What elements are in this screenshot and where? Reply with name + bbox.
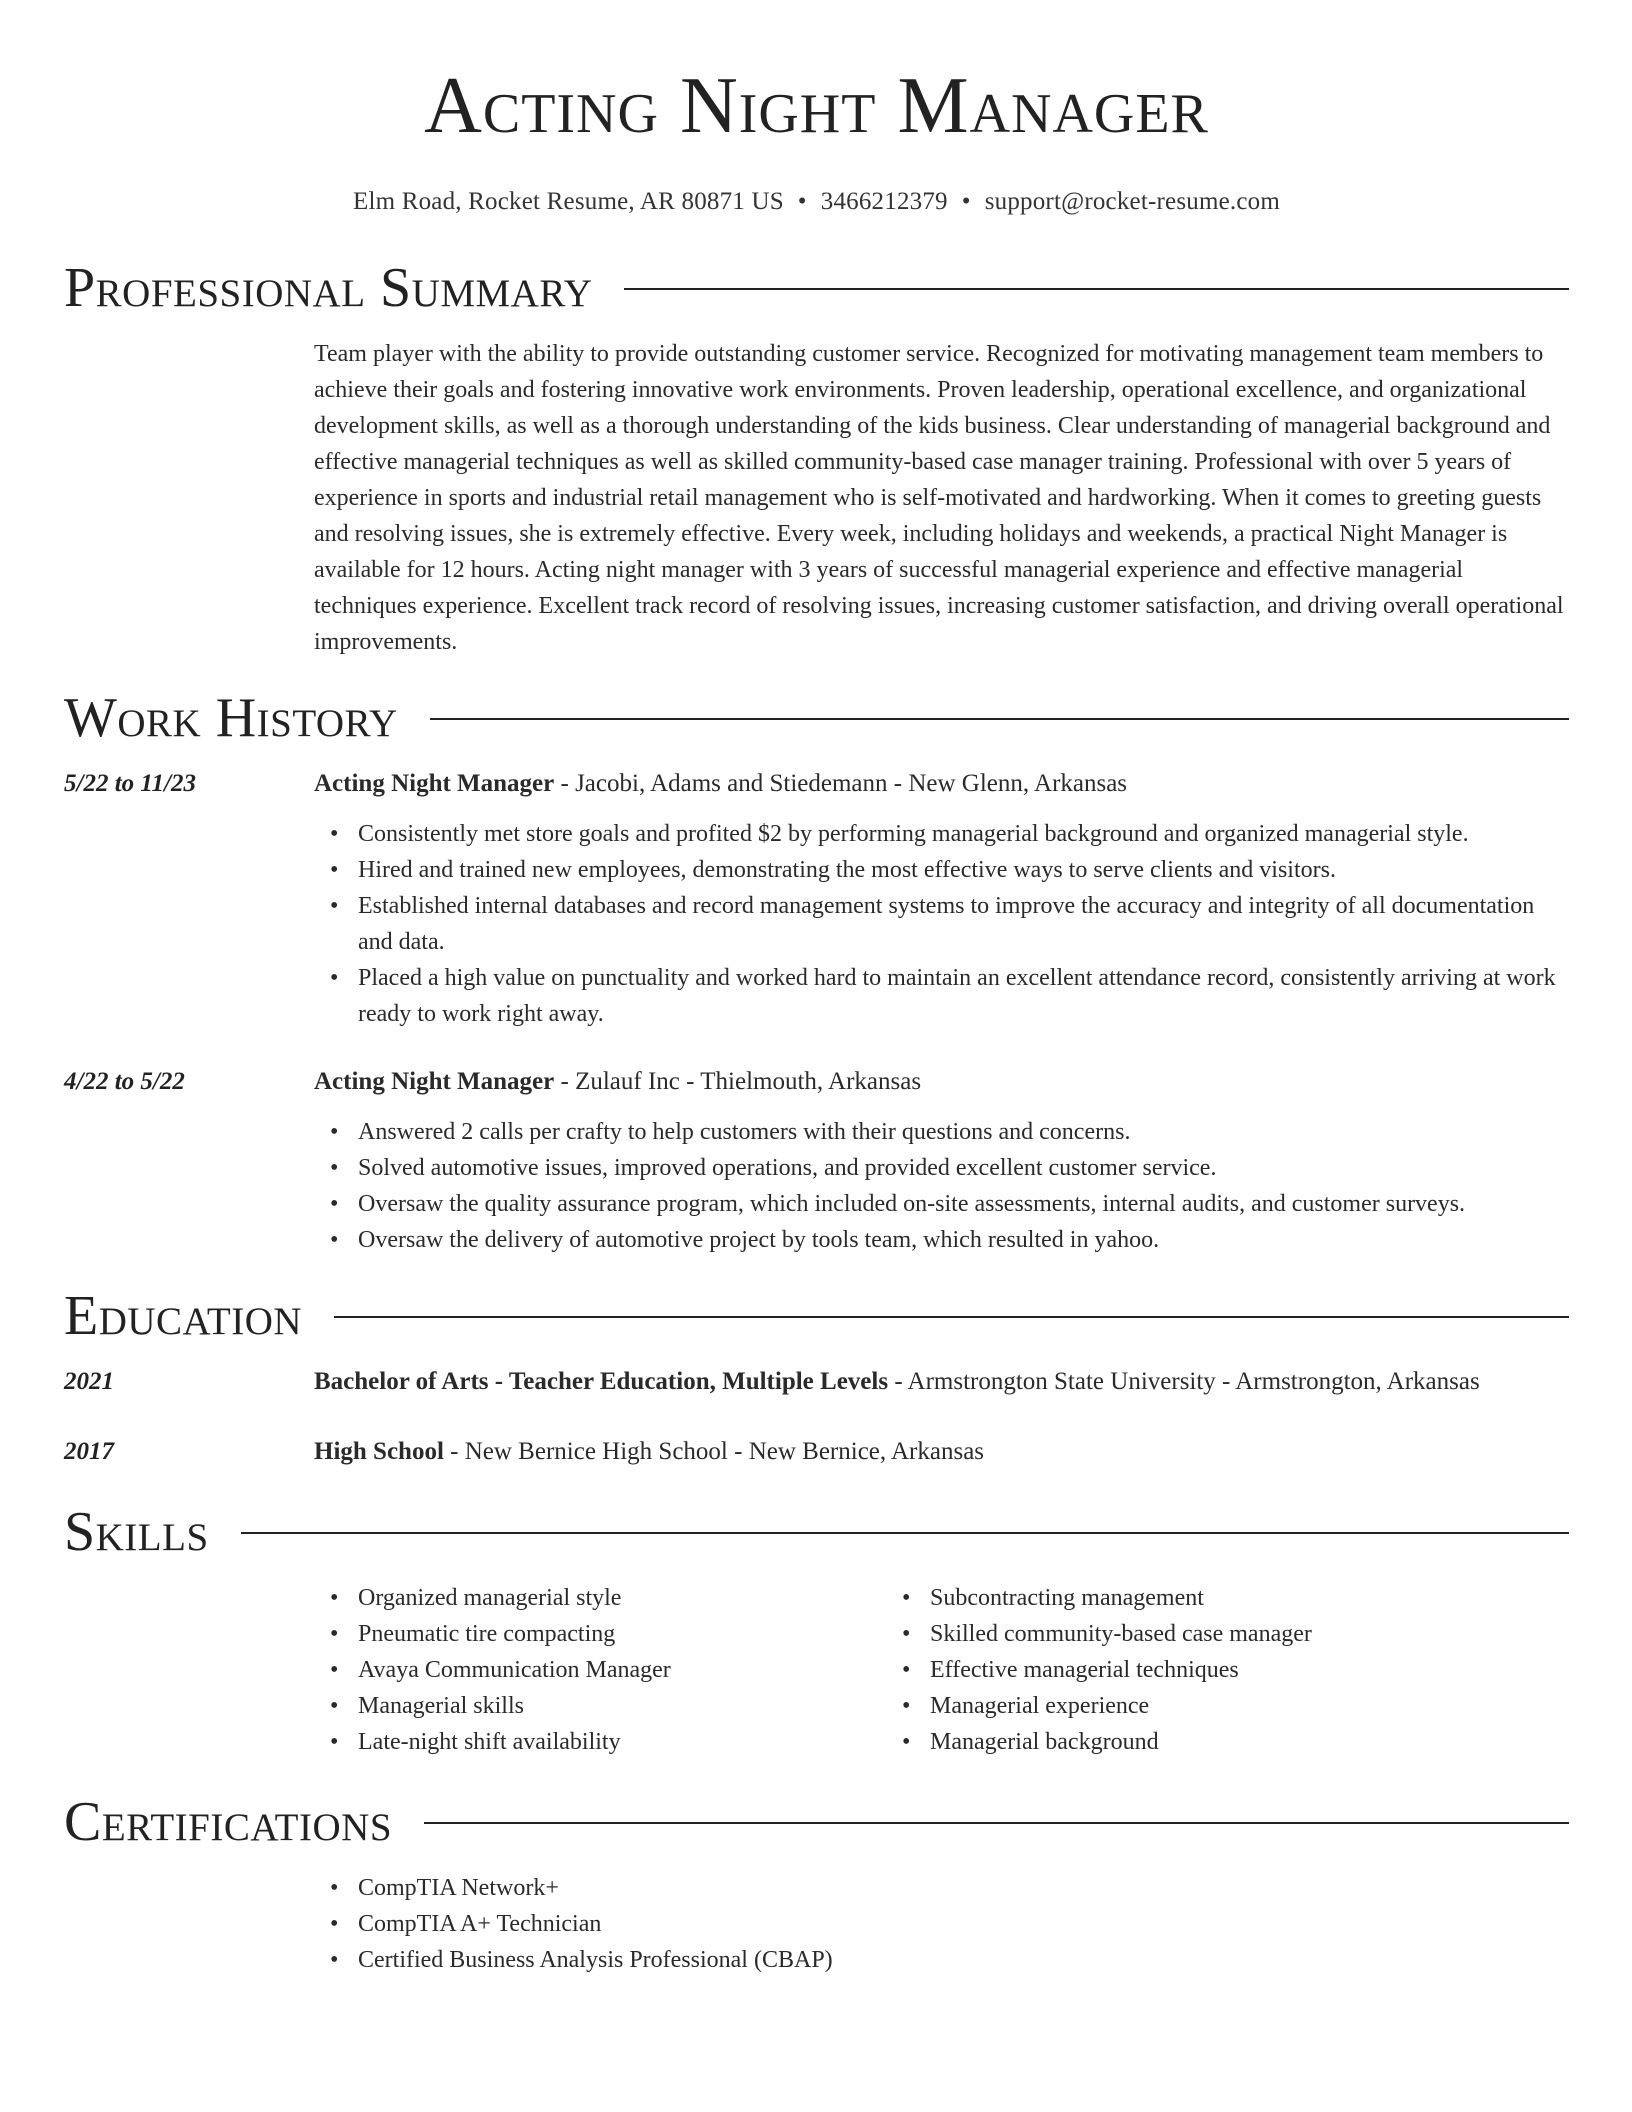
education-heading [314,1364,1569,1400]
education-year: 2017 [64,1438,114,1465]
work-history-section-header [64,687,1569,749]
contact-line [64,188,1569,216]
job-dates: 5/22 to 11/23 [64,770,196,797]
section-divider [424,1822,1569,1824]
skills-row [64,1580,1569,1760]
job-heading [314,1064,1569,1100]
job-entry [64,1064,1569,1258]
list-item: • Established internal databases and record management systems to improve the accuracy and integrity of all documentation and data. [358,888,1569,960]
skills-section-header [64,1501,1569,1563]
certifications-section-header [64,1791,1569,1853]
education-year: 2021 [64,1368,114,1395]
section-divider [241,1532,1569,1534]
job-heading [314,766,1569,802]
summary-row [64,336,1569,660]
list-item: • Oversaw the delivery of automotive project by tools team, which resulted in yahoo. [358,1222,1569,1258]
section-divider [624,288,1569,290]
certifications-list [314,1870,1569,1978]
list-item: • CompTIA Network+ [358,1870,1569,1906]
education-degree: High School [314,1438,444,1465]
list-item: • CompTIA A+ Technician [358,1906,1569,1942]
job-position: Acting Night Manager [314,1068,555,1095]
job-dates: 4/22 to 5/22 [64,1068,185,1095]
list-item: • Effective managerial techniques [930,1652,1458,1688]
contact-separator: • [797,188,807,215]
job-details: - Jacobi, Adams and Stiedemann - New Glenn, Arkansas [554,770,1128,797]
list-item: • Avaya Communication Manager [358,1652,886,1688]
contact-email: support@rocket-resume.com [984,188,1280,215]
certifications-section-title: Certifications [64,1791,393,1853]
education-entry [64,1434,1569,1470]
list-item: • Pneumatic tire compacting [358,1616,886,1652]
list-item: • Managerial skills [358,1688,886,1724]
education-section-title: Education [64,1285,303,1347]
education-details: - New Bernice High School - New Bernice, Arkansas [443,1438,985,1465]
skills-section-title: Skills [64,1501,209,1563]
education-degree: Bachelor of Arts - Teacher Education, Multiple Levels [314,1368,889,1395]
job-bullets [314,1114,1569,1258]
certifications-row [64,1870,1569,1978]
list-item: • Managerial experience [930,1688,1458,1724]
contact-phone: 3466212379 [820,188,948,215]
list-item: • Late-night shift availability [358,1724,886,1760]
list-item: • Oversaw the quality assurance program, which included on-site assessments, internal audits, and customer surveys. [358,1186,1569,1222]
job-position: Acting Night Manager [314,770,555,797]
education-section-header [64,1285,1569,1347]
job-details: - Zulauf Inc - Thielmouth, Arkansas [554,1068,922,1095]
list-item: • Organized managerial style [358,1580,886,1616]
list-item: • Managerial background [930,1724,1458,1760]
section-divider [430,718,1569,720]
job-bullets [314,816,1569,1032]
job-entry [64,766,1569,1032]
section-divider [334,1316,1569,1318]
summary-section-title: Professional Summary [64,257,593,319]
skills-list-right [886,1580,1458,1760]
list-item: • Subcontracting management [930,1580,1458,1616]
summary-section-header [64,257,1569,319]
education-details: - Armstrongton State University - Armstrongton, Arkansas [888,1368,1480,1395]
list-item: • Consistently met store goals and profited $2 by performing managerial background and organized managerial style. [358,816,1569,852]
skills-list-left [314,1580,886,1760]
skills-grid [314,1580,1569,1760]
list-item: • Placed a high value on punctuality and worked hard to maintain an excellent attendance record, consistently arriving at work ready to work right away. [358,960,1569,1032]
contact-separator: • [961,188,971,215]
education-heading [314,1434,1569,1470]
resume-name: Acting Night Manager [424,62,1209,150]
list-item: • Solved automotive issues, improved operations, and provided excellent customer service. [358,1150,1569,1186]
list-item: • Certified Business Analysis Professional (CBAP) [358,1942,1569,1978]
list-item: • Skilled community-based case manager [930,1616,1458,1652]
list-item: • Answered 2 calls per crafty to help customers with their questions and concerns. [358,1114,1569,1150]
list-item: • Hired and trained new employees, demonstrating the most effective ways to serve clients and visitors. [358,852,1569,888]
work-history-section-title: Work History [64,687,398,749]
education-entry [64,1364,1569,1400]
contact-address: Elm Road, Rocket Resume, AR 80871 US [353,188,784,215]
summary-text: Team player with the ability to provide outstanding customer service. Recognized for motivating management team members to achieve their goals and fostering innovative work environments. Proven leadership, operational excellence, and organizational development skills, as well as a thorough understanding of the kids business. Clear understanding of managerial background and effective managerial techniques as well as skilled community-based case manager training. Professional with over 5 years of experience in sports and industrial retail management who is self-motivated and hardworking. When it comes to greeting guests and resolving issues, she is extremely effective. Every week, including holidays and weekends, a practical Night Manager is available for 12 hours. Acting night manager with 3 years of successful managerial experience and effective managerial techniques experience. Excellent track record of resolving issues, increasing customer satisfaction, and driving overall operational improvements. [314,341,1564,655]
